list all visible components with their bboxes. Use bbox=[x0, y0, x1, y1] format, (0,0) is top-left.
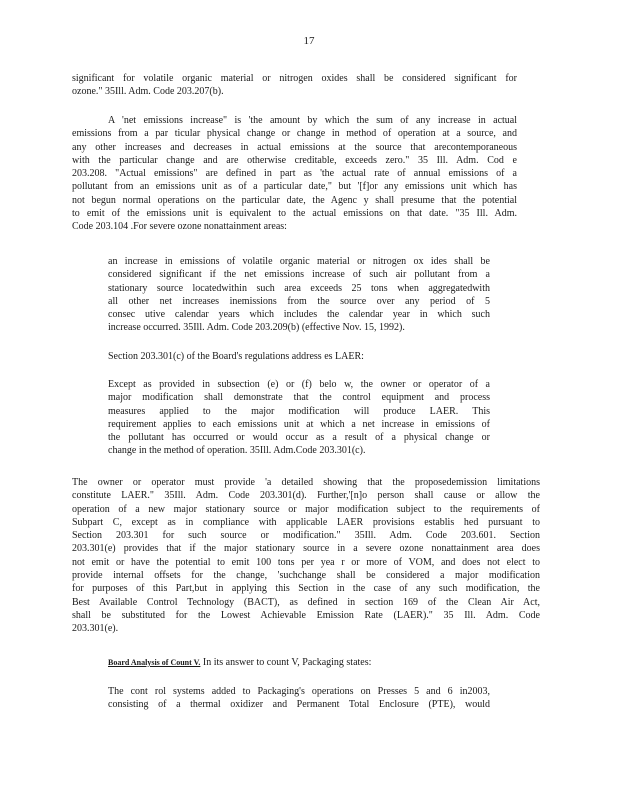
text-line: Subpart C, except as in compliance with applicable LAER provisions establis hed pursuant to bbox=[72, 516, 540, 528]
text-line: with the particular change and are otherwise creditable, exceeds zero." 35 Ill. Adm. Cod e bbox=[72, 154, 517, 166]
block-quote-packaging bbox=[108, 685, 490, 712]
heading-text: In its answer to count V, Packaging states: bbox=[200, 657, 372, 668]
text-line: any other increases and decreases in actual emissions at the source that arecontemporaneous bbox=[72, 141, 517, 153]
text-line: major modification shall demonstrate that the control equipment and process bbox=[108, 392, 490, 404]
text-line: all other net increases inemissions from the source over any period of 5 bbox=[108, 295, 490, 307]
text-line: operation of a new major stationary source or major modification subject to the requirements of bbox=[72, 503, 540, 515]
block-quote-laer bbox=[108, 378, 490, 458]
section-heading: Board Analysis of Count V. bbox=[108, 658, 201, 667]
text-line: requirement applies to each emissions unit at which a net increase in emissions of bbox=[108, 418, 490, 430]
text-line: The cont rol systems added to Packaging's operations on Presses 5 and 6 in2003, bbox=[108, 686, 490, 697]
text-line: considered significant if the net emissions increase of such air pollutant from a bbox=[108, 269, 490, 281]
text-line: shall be substituted for the Lowest Achievable Emission Rate (LAER)." 35 Ill. Adm. Code bbox=[72, 609, 540, 621]
text-line: 203.208. "Actual emissions" are defined in part as 'the actual rate of annual emissions of a bbox=[72, 168, 517, 180]
page-number: 17 bbox=[303, 35, 315, 47]
block-quote-increase bbox=[108, 255, 490, 335]
text-line: 203.301(e) provides that if the major stationary source in a severe ozone nonattainment area does bbox=[72, 543, 540, 555]
text-line: constitute LAER." 35Ill. Adm. Code 203.301(d). Further,'[n]o person shall cause or allow the bbox=[72, 490, 540, 502]
text-line: measures applied to the major modification will produce LAER. This bbox=[108, 405, 490, 417]
text-line: Except as provided in subsection (e) or (f) belo w, the owner or operator of a bbox=[108, 379, 490, 390]
text-line: Section 203.301 for such source or modification." 35Ill. Adm. Code 203.601. Section bbox=[72, 530, 540, 542]
text-line: consec utive calendar years which includes the calendar year in which such bbox=[108, 309, 490, 321]
text-line: Section 203.301(c) of the Board's regulations address es LAER: bbox=[108, 351, 364, 362]
section-reference bbox=[108, 350, 490, 363]
text-line: for purposes of this Part,but in applying this Section in the case of any such modification, the bbox=[72, 583, 540, 595]
text-line: stationary source locatedwithin such area exceeds 25 tons when aggregatedwith bbox=[108, 282, 490, 294]
text-line: the pollutant has occurred or would occur as a result of a physical change or bbox=[108, 432, 490, 444]
text-line: increase occurred. 35Ill. Adm. Code 203.209(b) (effective Nov. 15, 1992). bbox=[108, 322, 405, 334]
text-line: not emit or have the potential to emit 100 tons per yea r or more of VOM, and does not elect to bbox=[72, 556, 540, 568]
text-line: The owner or operator must provide 'a detailed showing that the proposedemission limitations bbox=[72, 477, 540, 488]
paragraph-net-emissions bbox=[72, 114, 517, 234]
text-line: to emit of the emissions unit is equivalent to the actual emissions on that date. "35 Ill. Adm. bbox=[72, 208, 517, 220]
paragraph-continuation bbox=[72, 72, 517, 99]
text-line: emissions from a par ticular physical change or change in method of operation at a source, and bbox=[72, 128, 517, 140]
text-line: an increase in emissions of volatile organic material or nitrogen ox ides shall be bbox=[108, 256, 490, 267]
text-line: not begun normal operations on the particular date, the Agenc y shall presume that the potential bbox=[72, 194, 517, 206]
text-line: Code 203.104 .For severe ozone nonattainment areas: bbox=[72, 221, 287, 233]
paragraph-owner-operator bbox=[72, 476, 540, 636]
text-line: A 'net emissions increase" is 'the amount by which the sum of any increase in actual bbox=[108, 115, 517, 126]
text-line: ozone." 35Ill. Adm. Code 203.207(b). bbox=[72, 86, 224, 98]
text-line: Best Available Control Technology (BACT), as defined in section 169 of the Clean Air Act, bbox=[72, 596, 540, 608]
text-line: significant for volatile organic material or nitrogen oxides shall be considered significant for bbox=[72, 73, 517, 84]
text-line: provide internal offsets for the change, 'suchchange shall be considered a major modification bbox=[72, 570, 540, 582]
board-analysis-paragraph bbox=[108, 656, 528, 669]
text-line: pollutant from an emissions unit as of a particular date," but '[f]or any emissions unit which has bbox=[72, 181, 517, 193]
text-line: change in the method of operation. 35Ill. Adm.Code 203.301(c). bbox=[108, 445, 366, 457]
text-line: 203.301(e). bbox=[72, 623, 119, 635]
text-line: consisting of a thermal oxidizer and Permanent Total Enclosure (PTE), would bbox=[108, 699, 490, 711]
